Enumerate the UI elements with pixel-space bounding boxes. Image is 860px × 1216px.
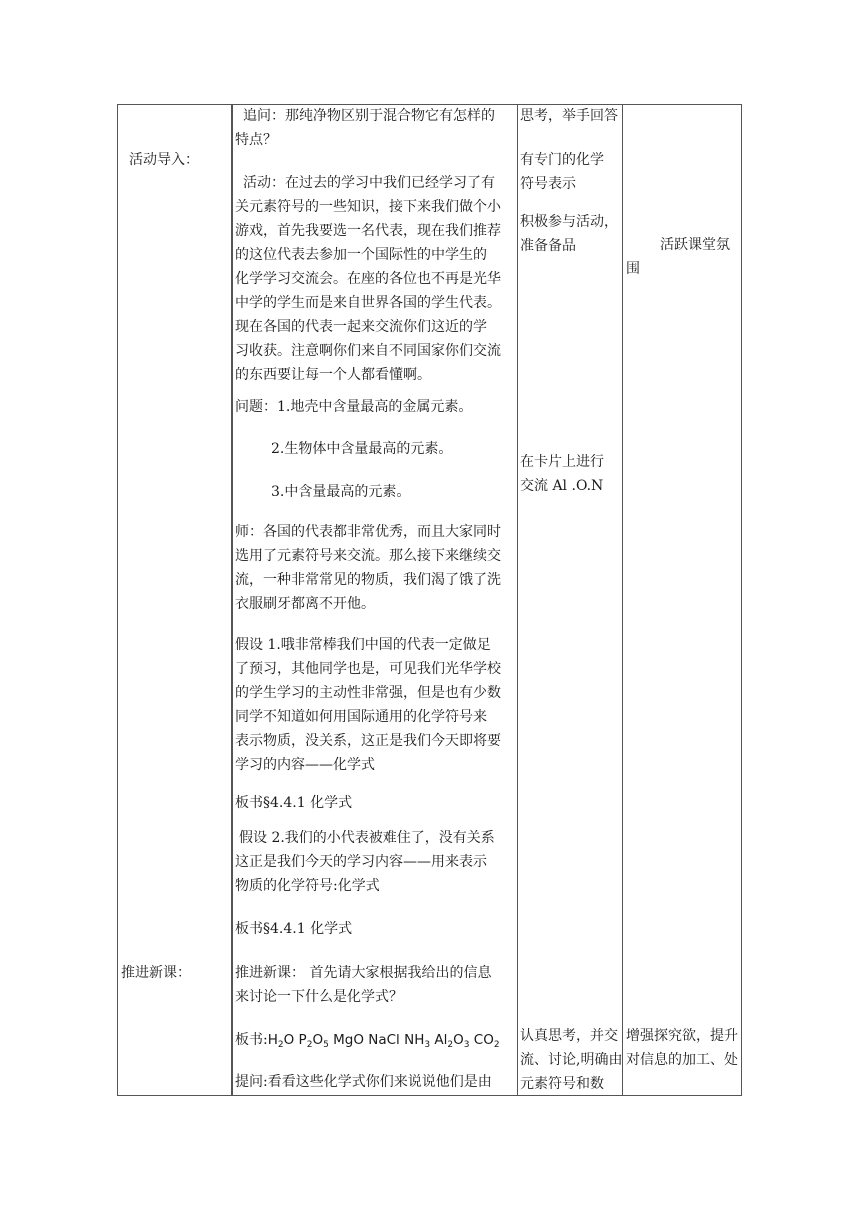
student-symbol: 符号表示 [520, 176, 576, 192]
advance-prompt: 推进新课： 首先请大家根据我给出的信息 [235, 965, 492, 981]
activity-paragraph: 中学的学生而是来自世界各国的学生代表。 [235, 295, 501, 311]
activity-paragraph: 的这位代表去参加一个国际性的中学生的 [235, 247, 487, 263]
teacher-paragraph: 选用了元素符号来交流。那么接下来继续交 [235, 548, 501, 564]
hypothesis-2: 物质的化学符号:化学式 [235, 878, 380, 894]
activity-paragraph: 现在各国的代表一起来交流你们这近的学 [235, 319, 487, 335]
hypothesis-2: 这正是我们今天的学习内容——用来表示 [235, 854, 487, 870]
chemical-formula: $Al_2O_3$ [434, 1032, 470, 1050]
chemical-formula: $H_2O$ [267, 1032, 295, 1050]
problem-2: 2.生物体中含量最高的元素。 [271, 441, 453, 457]
student-discuss: 元素符号和数 [520, 1076, 604, 1092]
student-discuss: 流、讨论,明确由 [520, 1052, 623, 1068]
activity-paragraph: 习收获。注意啊你们来自不同国家你们交流 [235, 343, 501, 359]
followup-question: 追问：那纯净物区别于混合物它有怎样的 [243, 108, 495, 124]
student-card: 在卡片上进行 [520, 454, 604, 470]
activity-paragraph: 的东西要让每一个人都看懂啊。 [235, 367, 431, 383]
problem-3: 3.中含量最高的元素。 [271, 484, 411, 500]
hypothesis-1: 同学不知道如何用国际通用的化学符号来 [235, 709, 487, 725]
intent-explore: 增强探究欲，提升 [626, 1028, 738, 1044]
hypothesis-1: 表示物质，没关系，这正是我们今天即将要 [235, 733, 501, 749]
advance-prompt: 来讨论一下什么是化学式？ [235, 989, 403, 1005]
student-think: 思考，举手回答 [520, 108, 618, 124]
column-divider [517, 104, 518, 1096]
teacher-paragraph: 师：各国的代表都非常优秀，而且大家同时 [235, 524, 501, 540]
student-active: 准备备品 [520, 238, 576, 254]
chemical-formula: MgO [333, 1032, 364, 1048]
stage-activity-intro: 活动导入： [129, 152, 199, 168]
stage-new-lesson: 推进新课： [121, 965, 191, 981]
hypothesis-1: 的学生学习的主动性非常强，但是也有少数 [235, 685, 501, 701]
formula-board-line [235, 1028, 500, 1052]
student-card: 交流 Al .O.N [520, 478, 604, 494]
chemical-formula: NaCl [368, 1032, 400, 1048]
intent-explore: 对信息的加工、处 [626, 1052, 738, 1068]
hypothesis-1: 了预习，其他同学也是，可见我们光华学校 [235, 661, 501, 677]
chemical-formula: $CO_2$ [473, 1032, 500, 1050]
hypothesis-1: 学习的内容——化学式 [235, 757, 375, 773]
activity-paragraph: 游戏，首先我要选一名代表，现在我们推荐 [235, 223, 501, 239]
formula-list [268, 1032, 500, 1048]
hypothesis-2: 假设 2.我们的小代表被难住了，没有关系 [239, 830, 495, 846]
board-note-2: 板书§4.4.1 化学式 [235, 921, 353, 937]
activity-paragraph: 活动：在过去的学习中我们已经学习了有 [243, 175, 495, 191]
column-divider [622, 104, 623, 1096]
question-line: 提问:看看这些化学式你们来说说他们是由 [235, 1074, 492, 1090]
chemical-formula: $NH_3$ [404, 1032, 431, 1050]
student-symbol: 有专门的化学 [520, 152, 604, 168]
teacher-paragraph: 流，一种非常常见的物质，我们渴了饿了洗 [235, 572, 501, 588]
activity-paragraph: 化学学习交流会。在座的各位也不再是光华 [235, 271, 501, 287]
column-divider [231, 104, 233, 1096]
intent-lively: 活跃课堂氛 [660, 237, 730, 253]
activity-paragraph: 关元素符号的一些知识，接下来我们做个小 [235, 199, 501, 215]
student-active: 积极参与活动， [520, 214, 618, 230]
student-discuss: 认真思考，并交 [520, 1028, 618, 1044]
hypothesis-1: 假设 1.哦非常棒我们中国的代表一定做足 [235, 637, 491, 653]
board-note-1: 板书§4.4.1 化学式 [235, 795, 353, 811]
followup-question: 特点？ [235, 132, 277, 148]
problem-1: 问题：1.地壳中含量最高的金属元素。 [235, 399, 473, 415]
chemical-formula: $P_2O_5$ [298, 1032, 329, 1050]
teacher-paragraph: 衣服刷牙都离不开他。 [235, 596, 375, 612]
formula-prefix: 板书: [235, 1032, 268, 1048]
intent-lively: 围 [626, 261, 640, 277]
